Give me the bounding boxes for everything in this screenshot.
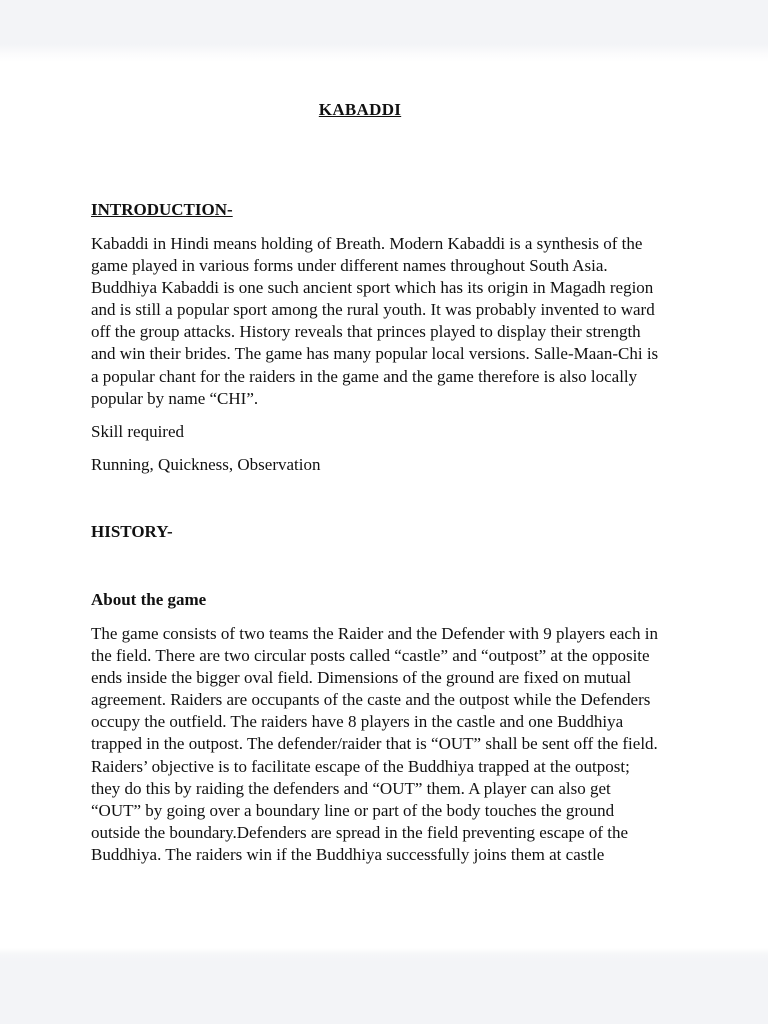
paragraph-line: and is still a popular sport among the rural youth. It was probably invented to ward (91, 300, 655, 320)
paragraph-line: agreement. Raiders are occupants of the caste and the outpost while the Defenders (91, 690, 651, 710)
about-the-game-heading: About the game (91, 590, 207, 609)
introduction-paragraph (91, 233, 691, 410)
viewer-bottom-margin (0, 948, 768, 1024)
paragraph-line: a popular chant for the raiders in the game and the game therefore is also locally (91, 366, 638, 386)
paragraph-line: Raiders’ objective is to facilitate escape of the Buddhiya trapped at the outpost; (91, 756, 630, 776)
skills-list: Running, Quickness, Observation (91, 455, 321, 474)
paragraph-line: game played in various forms under different names throughout South Asia. (91, 256, 608, 276)
paragraph-line: ends inside the bigger oval field. Dimensions of the ground are fixed on mutual (91, 668, 632, 688)
paragraph-line: Kabaddi in Hindi means holding of Breath. Modern Kabaddi is a synthesis of the (91, 234, 643, 253)
paragraph-line: Buddhiya Kabaddi is one such ancient sport which has its origin in Magadh region (91, 278, 654, 298)
paragraph-line: The game consists of two teams the Raider and the Defender with 9 players each in (91, 624, 658, 643)
paragraph-line: they do this by raiding the defenders and “OUT” them. A player can also get (91, 778, 611, 798)
history-heading: HISTORY- (91, 522, 173, 541)
paragraph-line: the field. There are two circular posts called “castle” and “outpost” at the opposite (91, 646, 650, 666)
paragraph-line: “OUT” by going over a boundary line or part of the body touches the ground (91, 800, 615, 820)
about-the-game-paragraph (91, 623, 691, 866)
document-page[interactable] (0, 62, 768, 948)
paragraph-line: Buddhiya. The raiders win if the Buddhiya successfully joins them at castle (91, 844, 605, 864)
paragraph-line: outside the boundary.Defenders are spread in the field preventing escape of the (91, 822, 629, 842)
viewer-top-margin (0, 0, 768, 62)
paragraph-line: popular by name “CHI”. (91, 388, 259, 408)
paragraph-line: off the group attacks. History reveals that princes played to display their strength (91, 322, 641, 342)
paragraph-line: occupy the outfield. The raiders have 8 players in the castle and one Buddhiya (91, 712, 624, 732)
paragraph-line: and win their brides. The game has many popular local versions. Salle-Maan-Chi is (91, 344, 659, 364)
introduction-heading: INTRODUCTION- (91, 200, 233, 219)
paragraph-line: trapped in the outpost. The defender/raider that is “OUT” shall be sent off the field. (91, 734, 658, 754)
skill-required-label: Skill required (91, 422, 185, 441)
document-title: KABADDI (318, 100, 402, 119)
